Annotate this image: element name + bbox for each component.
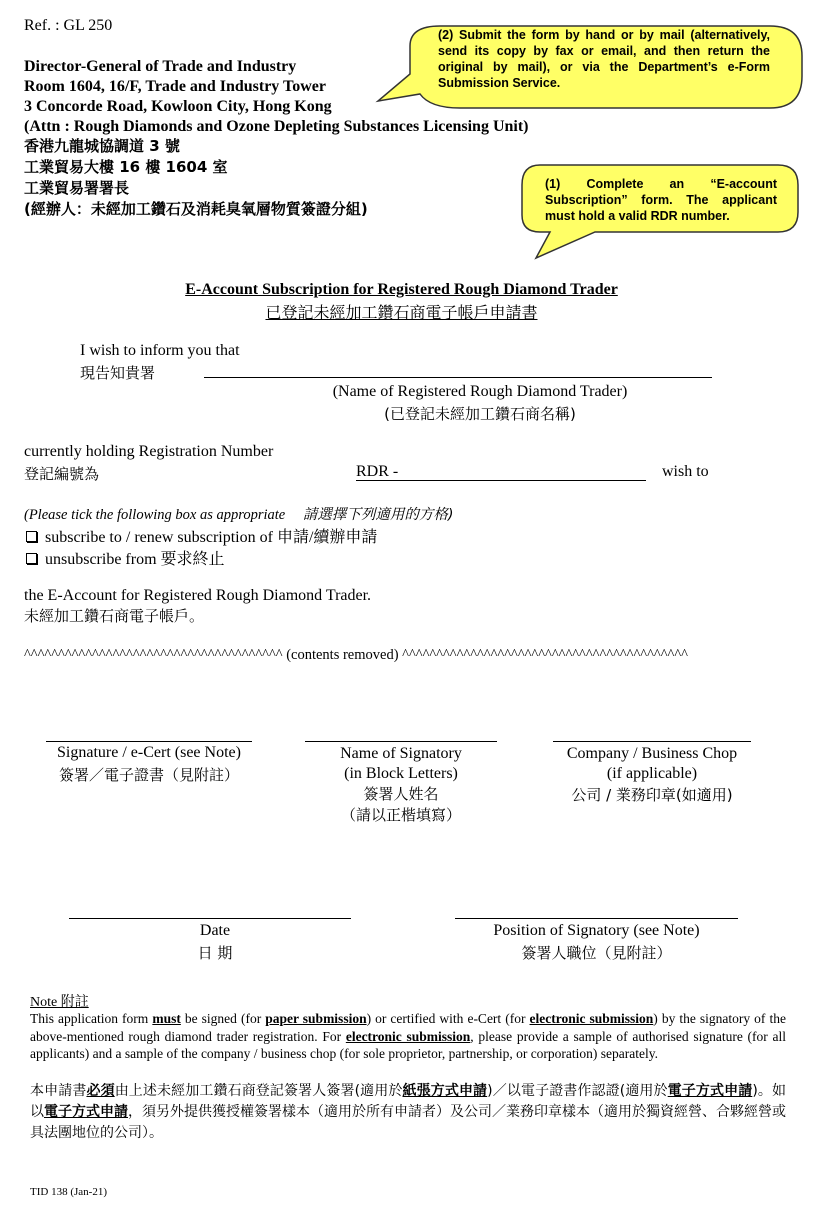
tick-instruction [24, 503, 454, 524]
business-chop-label [543, 744, 761, 784]
position-field[interactable] [455, 918, 738, 919]
address-zh-4: (經辦人：未經加工鑽石及消耗臭氧層物質簽證分組) [24, 200, 368, 218]
trader-name-field[interactable] [204, 377, 712, 378]
callout-submit-text: (2) Submit the form by hand or by mail (alternatively, send its copy by fax or email, and then return the original by mail), or via the Department’s e-Form Submission Service. [438, 28, 770, 90]
address-block-zh [24, 136, 368, 220]
business-chop-en-1: Company / Business Chop [566, 745, 738, 762]
unsubscribe-checkbox[interactable] [26, 553, 37, 564]
callout-complete-text: (1) Complete an “E-account Subscription” form. The applicant must hold a valid RDR number. [545, 177, 777, 223]
trader-name-label-en: (Name of Registered Rough Diamond Trader) [332, 383, 628, 400]
address-line-2: Room 1604, 16/F, Trade and Industry Tower [24, 78, 326, 95]
position-label-en: Position of Signatory (see Note) [493, 922, 700, 939]
tick-instruction-en: (Please tick the following box as appropriate [24, 507, 286, 523]
subscribe-checkbox[interactable] [26, 531, 37, 542]
tick-instruction-zh: 請選擇下列適用的方格) [302, 507, 454, 523]
date-field[interactable] [69, 918, 351, 919]
form-title-en: E-Account Subscription for Registered Rough Diamond Trader [185, 281, 618, 298]
option-subscribe[interactable] [26, 524, 377, 547]
signature-field[interactable] [46, 741, 252, 742]
contents-removed-text: (contents removed) [286, 647, 399, 663]
trader-name-label-zh: (已登記未經加工鑽石商名稱) [384, 405, 576, 423]
date-label-en: Date [199, 922, 231, 939]
note-heading: Note 附註 [30, 995, 89, 1010]
signatory-name-zh-2: （請以正楷填寫） [340, 806, 461, 824]
wish-to-label: wish to [662, 463, 709, 480]
business-chop-field[interactable] [553, 741, 751, 742]
address-zh-1: 香港九龍城協調道 3 號 [24, 137, 180, 155]
registration-number-field[interactable] [356, 480, 646, 481]
form-code-footer: TID 138 (Jan-21) [30, 1186, 107, 1198]
address-line-4: (Attn : Rough Diamonds and Ozone Depleting Substances Licensing Unit) [24, 118, 529, 135]
option-unsubscribe-label: unsubscribe from 要求終止 [45, 551, 225, 568]
signature-label-zh: 簽署／電子證書（見附註） [58, 766, 239, 784]
signatory-name-label-zh [295, 784, 507, 826]
inform-label-en: I wish to inform you that [80, 342, 240, 359]
signatory-name-en-1: Name of Signatory [340, 745, 462, 762]
address-line-3: 3 Concorde Road, Kowloon City, Hong Kong [24, 98, 332, 115]
note-text-zh: 本申請書必須由上述未經加工鑽石商登記簽署人簽署(適用於紙張方式申請)／以電子證書作認證(適用於電子方式申請)。如以電子方式申請，須另外提供獲授權簽署樣本（適用於所有申請者）及公司／業務印章樣本（適用於獨資經營、合夥經營或具法團地位的公司）。 [30, 1083, 787, 1141]
address-line-1: Director-General of Trade and Industry [24, 58, 297, 75]
form-reference: Ref. : GL 250 [24, 17, 113, 34]
signatory-name-en-2: (in Block Letters) [344, 765, 458, 782]
option-unsubscribe[interactable] [26, 546, 225, 569]
signatory-name-zh-1: 簽署人姓名 [363, 785, 439, 803]
date-label-zh: 日 期 [197, 944, 233, 962]
rdr-prefix: RDR - [356, 463, 399, 480]
carets-right: ^^^^^^^^^^^^^^^^^^^^^^^^^^^^^^^^^^^^^^^^^^ [402, 647, 688, 663]
address-zh-2: 工業貿易大樓 16 樓 1604 室 [24, 158, 228, 176]
registration-label-en: currently holding Registration Number [24, 443, 274, 460]
account-label-zh: 未經加工鑽石商電子帳戶。 [24, 607, 205, 625]
contents-removed-marker [24, 647, 688, 664]
inform-label-zh: 現告知貴署 [80, 364, 156, 382]
note-text-en: This application form must be signed (for paper submission) or certified with e-Cert (for electronic submission) by the signatory of the above-mentioned rough diamond trader registration. For electronic submission, please provide a sample of authorised signature (for all applicants) and a sample of the company / business chop (for sole proprietor, partnership, or corporation) separately. [30, 1011, 786, 1061]
business-chop-label-zh: 公司 / 業務印章(如適用) [571, 786, 733, 804]
position-label-zh: 簽署人職位（見附註） [521, 944, 672, 962]
signature-label-en: Signature / e-Cert (see Note) [57, 744, 241, 761]
signatory-name-label [295, 744, 507, 784]
account-label-en: the E-Account for Registered Rough Diamond Trader. [24, 587, 372, 604]
registration-label-zh: 登記編號為 [24, 465, 100, 483]
signatory-name-field[interactable] [305, 741, 497, 742]
option-subscribe-label: subscribe to / renew subscription of 申請/續辦申請 [45, 529, 378, 546]
form-title-zh: 已登記未經加工鑽石商電子帳戶申請書 [265, 303, 538, 322]
carets-left: ^^^^^^^^^^^^^^^^^^^^^^^^^^^^^^^^^^^^^^ [24, 647, 283, 663]
address-zh-3: 工業貿易署署長 [24, 179, 130, 197]
business-chop-en-2: (if applicable) [606, 765, 698, 782]
